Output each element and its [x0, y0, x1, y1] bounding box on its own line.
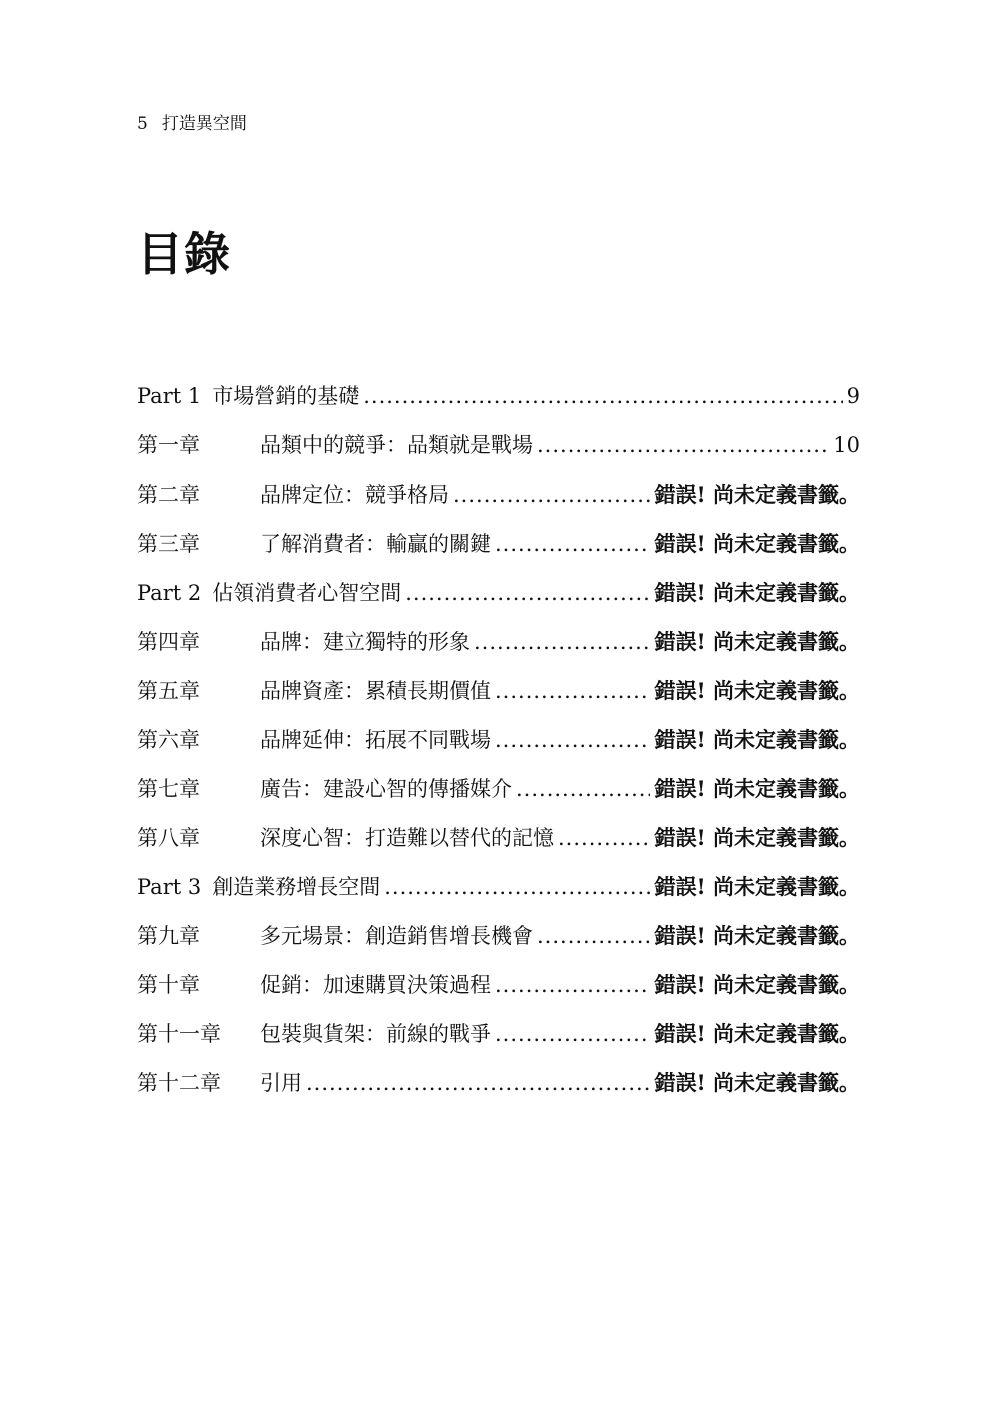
toc-chapter-label: 第四章 — [137, 630, 200, 654]
header-page-number: 5 — [137, 114, 148, 134]
toc-part-label: Part 3 — [137, 875, 202, 899]
toc-entry[interactable] — [137, 1009, 860, 1058]
toc-entry-title: 品牌延伸：拓展不同戰場 — [260, 728, 491, 752]
toc-entry[interactable] — [137, 666, 860, 715]
toc-entry[interactable] — [137, 372, 860, 421]
toc-chapter-label: 第七章 — [137, 777, 200, 801]
toc-entry[interactable] — [137, 519, 860, 568]
toc-page-error: 錯誤! 尚未定義書籤。 — [654, 629, 860, 654]
toc-entry-title: 品牌定位：競爭格局 — [260, 483, 449, 507]
toc-part-label: Part 1 — [137, 384, 202, 408]
toc-chapter-label: 第五章 — [137, 679, 200, 703]
toc-entry-title: 品牌：建立獨特的形象 — [260, 630, 470, 654]
toc-entry-title: 包裝與貨架：前線的戰爭 — [260, 1022, 491, 1046]
toc-page-error: 錯誤! 尚未定義書籤。 — [654, 923, 860, 948]
toc-chapter-label: 第六章 — [137, 728, 200, 752]
toc-dot-leader — [537, 421, 829, 470]
toc-chapter-label: 第九章 — [137, 924, 200, 948]
toc-entry[interactable] — [137, 960, 860, 1009]
toc-entry[interactable] — [137, 421, 860, 470]
toc-dot-leader — [537, 912, 650, 961]
toc-dot-leader — [516, 765, 650, 814]
toc-dot-leader — [495, 667, 650, 716]
toc-dot-leader — [453, 471, 650, 520]
toc-dot-leader — [495, 961, 650, 1010]
toc-page-error: 錯誤! 尚未定義書籤。 — [654, 678, 860, 703]
toc-page-error: 錯誤! 尚未定義書籤。 — [654, 531, 860, 556]
toc-entry-title: 佔領消費者心智空間 — [212, 581, 402, 605]
toc-chapter-label: 第八章 — [137, 826, 200, 850]
toc-dot-leader — [306, 1059, 650, 1108]
toc-dot-leader — [495, 1010, 650, 1059]
toc-part-label: Part 2 — [137, 581, 202, 605]
toc-chapter-label: 第十二章 — [137, 1071, 221, 1095]
toc-entry[interactable] — [137, 813, 860, 862]
toc-page-error: 錯誤! 尚未定義書籤。 — [654, 727, 860, 752]
toc-page-number: 9 — [846, 384, 860, 408]
toc-chapter-label: 第十一章 — [137, 1022, 221, 1046]
toc-chapter-label: 第一章 — [137, 433, 200, 457]
toc-entry[interactable] — [137, 911, 860, 960]
toc-entry-title: 深度心智：打造難以替代的記憶 — [260, 826, 554, 850]
toc-dot-leader — [495, 520, 650, 569]
header-book-title: 打造異空間 — [161, 114, 247, 134]
toc-chapter-label: 第三章 — [137, 532, 200, 556]
toc-entry[interactable] — [137, 470, 860, 519]
toc-page-error: 錯誤! 尚未定義書籤。 — [654, 482, 860, 507]
toc-page-error: 錯誤! 尚未定義書籤。 — [654, 580, 860, 605]
table-of-contents — [137, 372, 860, 1107]
toc-dot-leader — [558, 814, 650, 863]
toc-entry[interactable] — [137, 862, 860, 911]
toc-entry-title: 品類中的競爭：品類就是戰場 — [260, 433, 533, 457]
toc-entry[interactable] — [137, 1058, 860, 1107]
toc-entry-title: 品牌資產：累積長期價值 — [260, 679, 491, 703]
toc-entry-title: 創造業務增長空間 — [212, 875, 381, 899]
toc-entry-title: 促銷：加速購買決策過程 — [260, 973, 491, 997]
toc-entry[interactable] — [137, 568, 860, 617]
toc-dot-leader — [363, 372, 842, 421]
toc-chapter-label: 第十章 — [137, 973, 200, 997]
toc-entry[interactable] — [137, 715, 860, 764]
running-header — [137, 112, 247, 136]
toc-page-number: 10 — [833, 433, 860, 457]
toc-entry-title: 廣告：建設心智的傳播媒介 — [260, 777, 512, 801]
toc-entry-title: 多元場景：創造銷售增長機會 — [260, 924, 533, 948]
toc-chapter-label: 第二章 — [137, 483, 200, 507]
toc-page-error: 錯誤! 尚未定義書籤。 — [654, 825, 860, 850]
toc-page-error: 錯誤! 尚未定義書籤。 — [654, 1070, 860, 1095]
toc-entry-title: 引用 — [260, 1071, 302, 1095]
toc-dot-leader — [495, 716, 650, 765]
toc-dot-leader — [405, 569, 650, 618]
toc-entry[interactable] — [137, 617, 860, 666]
page-title: 目錄 — [137, 227, 231, 281]
toc-page-error: 錯誤! 尚未定義書籤。 — [654, 776, 860, 801]
toc-dot-leader — [384, 863, 650, 912]
toc-page-error: 錯誤! 尚未定義書籤。 — [654, 972, 860, 997]
toc-page-error: 錯誤! 尚未定義書籤。 — [654, 874, 860, 899]
toc-entry-title: 了解消費者：輸贏的關鍵 — [260, 532, 491, 556]
toc-entry[interactable] — [137, 764, 860, 813]
toc-entry-title: 市場營銷的基礎 — [212, 384, 360, 408]
toc-dot-leader — [474, 618, 650, 667]
toc-page-error: 錯誤! 尚未定義書籤。 — [654, 1021, 860, 1046]
